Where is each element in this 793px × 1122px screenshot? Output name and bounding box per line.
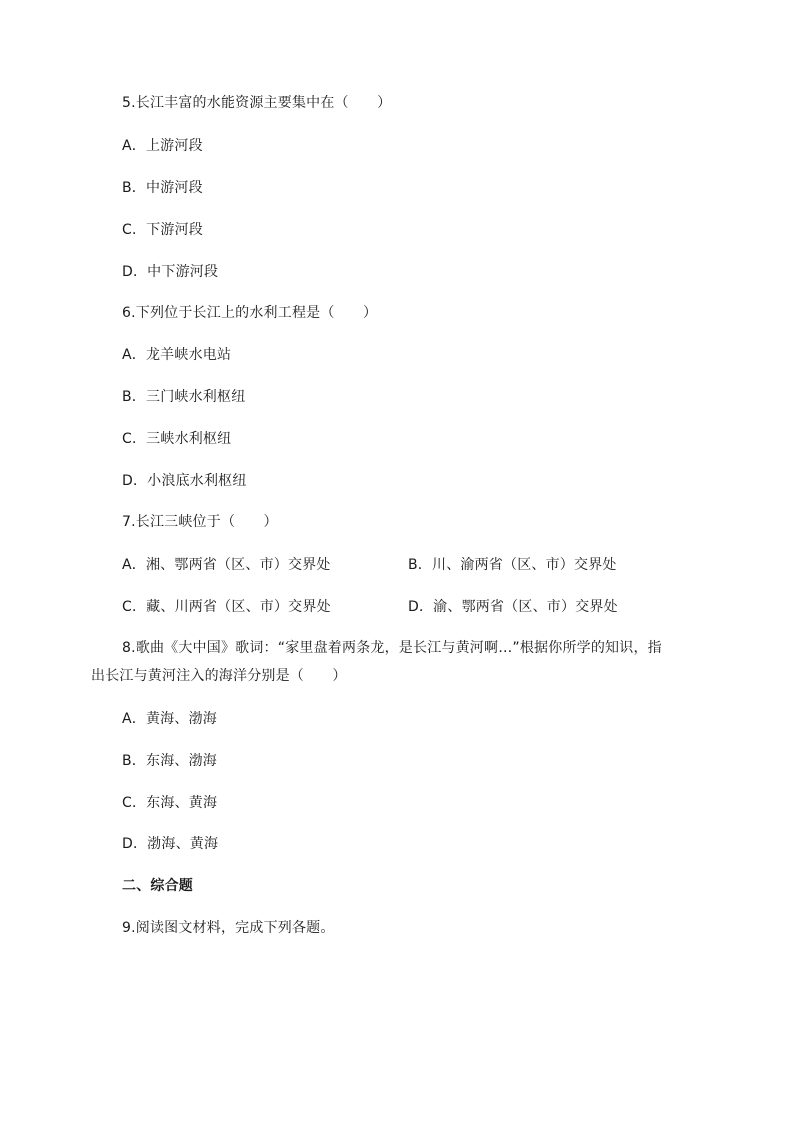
question-6-option-c: C．三峡水利枢纽	[122, 431, 232, 447]
question-7-option-c: C．藏、川两省（区、市）交界处	[122, 599, 331, 615]
question-5-option-b: B．中游河段	[122, 180, 203, 196]
question-6-option-a: A．龙羊峡水电站	[122, 347, 232, 363]
question-6-option-d: D．小浪底水利枢纽	[122, 473, 247, 489]
question-8-option-c: C．东海、黄海	[122, 795, 218, 811]
question-5-stem: 5.长江丰富的水能资源主要集中在（ ）	[122, 95, 392, 111]
question-7-option-d: D．渝、鄂两省（区、市）交界处	[408, 599, 618, 615]
question-7-option-b: B．川、渝两省（区、市）交界处	[408, 557, 617, 573]
section-heading-comprehensive: 二、综合题	[122, 878, 193, 894]
question-5-option-a: A．上游河段	[122, 138, 203, 154]
question-6-stem: 6.下列位于长江上的水利工程是（ ）	[122, 305, 378, 321]
question-5-option-d: D．中下游河段	[122, 264, 219, 280]
question-6-option-b: B．三门峡水利枢纽	[122, 389, 246, 405]
question-8-option-b: B．东海、渤海	[122, 753, 218, 769]
question-8-stem: 8.歌曲《大中国》歌词：“家里盘着两条龙，是长江与黄河啊…”根据你所学的知识，指	[122, 640, 662, 656]
question-5-option-c: C．下游河段	[122, 222, 203, 238]
question-7-option-a: A．湘、鄂两省（区、市）交界处	[122, 557, 331, 573]
question-8-option-d: D．渤海、黄海	[122, 836, 219, 852]
question-8-stem-continued: 出长江与黄河注入的海洋分别是（ ）	[91, 668, 347, 684]
question-8-option-a: A．黄海、渤海	[122, 711, 217, 727]
question-7-stem: 7.长江三峡位于（ ）	[122, 514, 278, 530]
question-9-stem: 9.阅读图文材料，完成下列各题。	[122, 920, 335, 936]
